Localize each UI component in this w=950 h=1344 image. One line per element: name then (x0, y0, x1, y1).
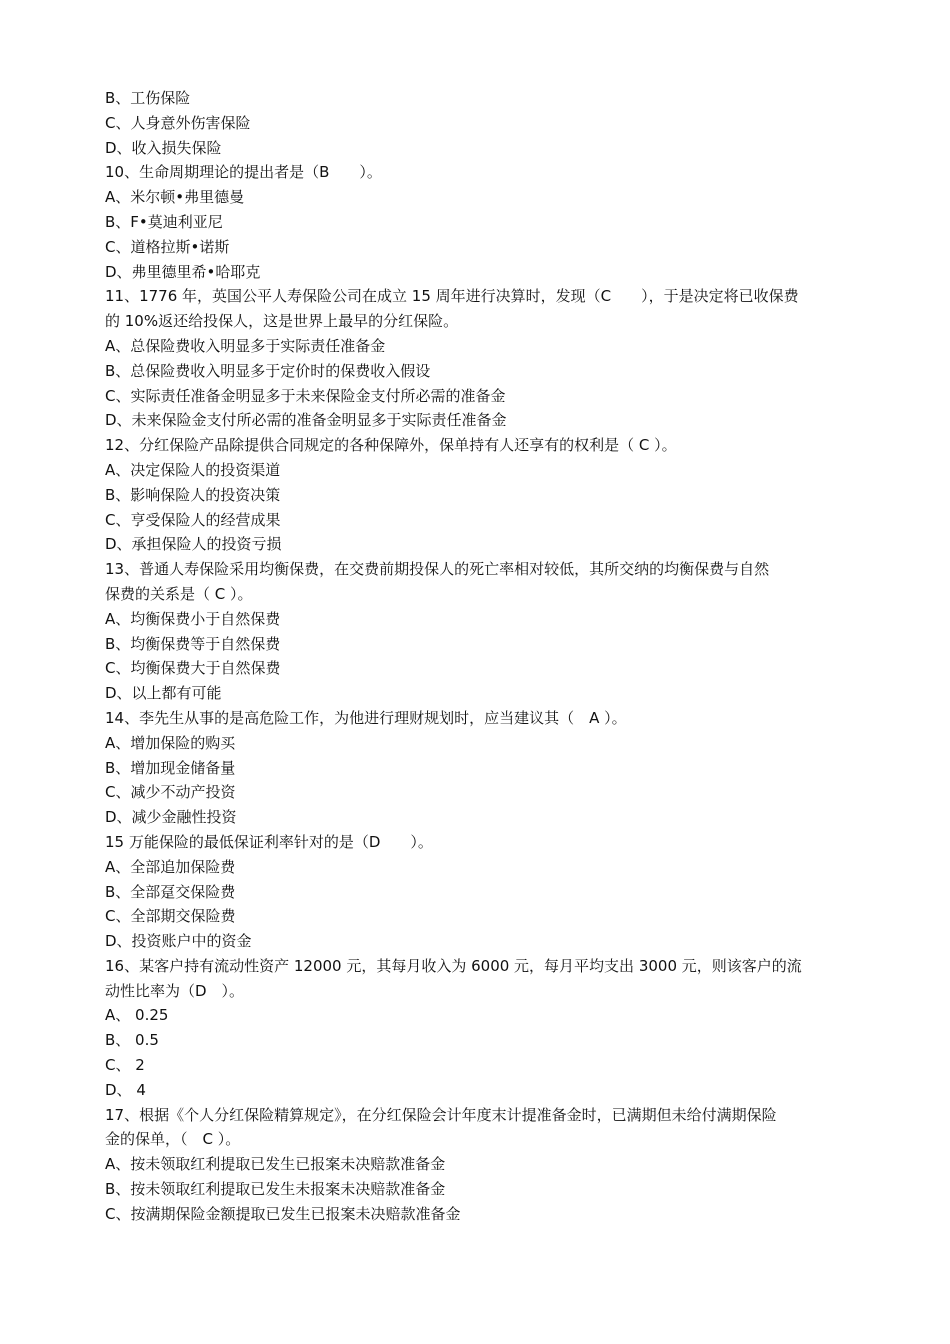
text-line: C、道格拉斯•诺斯 (105, 237, 230, 256)
question-line: 14、李先生从事的是高危险工作，为他进行理财规划时，应当建议其（ A ）。 (105, 708, 627, 727)
text-line: A、米尔顿•弗里德曼 (105, 188, 245, 207)
text-line: B、工伤保险 (105, 89, 191, 107)
text-line: D、未来保险金支付所必需的准备金明显多于实际责任准备金 (105, 411, 507, 430)
text-line: A、总保险费收入明显多于实际责任准备金 (105, 336, 386, 355)
question-line: 16、某客户持有流动性资产 12000 元，其每月收入为 6000 元，每月平均支出 3000 元，则该客户的流 (105, 956, 802, 975)
text-line: C、实际责任准备金明显多于未来保险金支付所必需的准备金 (105, 386, 506, 405)
text-line: B、按未领取红利提取已发生未报案未决赔款准备金 (105, 1180, 446, 1199)
text-line: 保费的关系是（ C ）。 (105, 584, 253, 603)
text-line: A、增加保险的购买 (105, 733, 236, 752)
text-line: B、总保险费收入明显多于定价时的保费收入假设 (105, 361, 431, 380)
text-line: A、按未领取红利提取已发生已报案未决赔款准备金 (105, 1155, 446, 1174)
text-line: 金的保单，（ C ）。 (105, 1130, 241, 1149)
text-line: B、影响保险人的投资决策 (105, 485, 281, 504)
question-line: 13、普通人寿保险采用均衡保费，在交费前期投保人的死亡率相对较低，其所交纳的均衡保费与自然 (105, 560, 770, 579)
text-line: C、全部期交保险费 (105, 907, 236, 926)
text-line: B、全部趸交保险费 (105, 882, 236, 901)
text-line: B、增加现金储备量 (105, 758, 236, 777)
text-line: B、 0.5 (105, 1031, 159, 1050)
text-line: D、以上都有可能 (105, 684, 222, 703)
text-line: D、投资账户中的资金 (105, 932, 252, 951)
question-line: 15 万能保险的最低保证利率针对的是（D ）。 (105, 832, 433, 851)
text-line: C、均衡保费大于自然保费 (105, 659, 281, 678)
text-line: B、F•莫迪利亚尼 (105, 212, 223, 231)
text-line: D、承担保险人的投资亏损 (105, 535, 282, 554)
text-line: A、决定保险人的投资渠道 (105, 460, 281, 479)
text-line: A、 0.25 (105, 1006, 169, 1025)
text-line: C、减少不动产投资 (105, 783, 236, 802)
text-line: B、均衡保费等于自然保费 (105, 634, 281, 653)
question-line: 17、根据《个人分红保险精算规定》，在分红保险会计年度末计提准备金时，已满期但未给付满期保险 (105, 1105, 777, 1124)
question-line: 11、1776 年，英国公平人寿保险公司在成立 15 周年进行决算时，发现（C ），于是决定将已收保费 (105, 287, 799, 306)
text-line: A、全部追加保险费 (105, 857, 236, 876)
text-line: C、 2 (105, 1056, 145, 1075)
question-line: 12、分红保险产品除提供合同规定的各种保障外，保单持有人还享有的权利是（ C ）。 (105, 436, 677, 455)
text-line: D、弗里德里希•哈耶克 (105, 262, 261, 281)
text-line: A、均衡保费小于自然保费 (105, 609, 281, 628)
text-line: C、按满期保险金额提取已发生已报案未决赔款准备金 (105, 1204, 461, 1223)
text-line: D、减少金融性投资 (105, 808, 237, 827)
question-line: 10、生命周期理论的提出者是（B ）。 (105, 163, 382, 182)
text-line: C、亨受保险人的经营成果 (105, 510, 281, 529)
text-line: 动性比率为（D ）。 (105, 981, 245, 1000)
text-line: D、收入损失保险 (105, 138, 222, 157)
question-text-body (105, 86, 850, 1227)
text-line: C、人身意外伤害保险 (105, 113, 251, 132)
text-line: D、 4 (105, 1080, 146, 1099)
text-line: 的 10%返还给投保人，这是世界上最早的分红保险。 (105, 312, 459, 331)
